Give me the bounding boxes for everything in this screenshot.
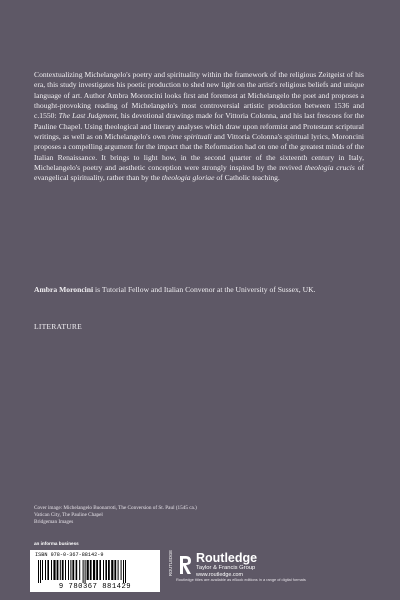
isbn-label: ISBN 978-0-367-88142-9 (35, 552, 104, 558)
barcode-bar (51, 560, 52, 580)
barcode-bar (123, 560, 124, 583)
barcode-bar (111, 560, 113, 580)
barcode-bar (76, 560, 78, 580)
publisher-spine-label: ROUTLEDGE (168, 549, 173, 576)
blurb-text-3: and Vittoria Colonna's spiritual lyrics, Moroncini proposes a compelling argument for the impact that the Reformation had on one of the greatest minds of the Italian Renaissance. It brings to light how, in the second quarter of the sixteenth century in Italy, Michelangelo's poetry and aesthetic conception were strongly inspired by the revived (34, 132, 364, 173)
author-name: Ambra Moroncini (34, 285, 94, 294)
back-cover-blurb (34, 70, 364, 184)
blurb-text-2: , his devotional drawings made for Vittoria Colonna, and his last frescoes for the Pauline Chapel. Using theological and literary analyses which draw upon reformist and Protestant scriptural writings, as well as on Michelangelo's own (34, 111, 365, 142)
barcode-bar (72, 560, 74, 580)
barcode-bar (105, 560, 107, 580)
routledge-logo-icon (178, 555, 192, 575)
isbn-barcode (30, 550, 160, 592)
blurb-title-last-judgment: The Last Judgment (58, 111, 117, 121)
barcode-bar (70, 560, 71, 580)
barcode-bar (85, 560, 86, 583)
barcode-bar (118, 560, 119, 580)
barcode-bar (53, 560, 55, 580)
publisher-block (178, 552, 257, 578)
barcode-bar (38, 560, 39, 583)
barcode-bar (57, 560, 59, 580)
barcode-bar (45, 560, 46, 580)
blurb-term-theologia-gloriae: theologia gloriae (161, 173, 215, 183)
cover-image-credits (34, 505, 364, 527)
blurb-term-theologia-crucis: theologia crucis (304, 163, 355, 173)
barcode-bar (40, 560, 41, 583)
barcode-bar (99, 560, 101, 580)
barcode-bar (68, 560, 69, 580)
isbn-digits: 9 780367 881429 (58, 583, 132, 591)
barcode-bar (125, 560, 126, 583)
barcode-bar (114, 560, 116, 580)
credit-line-3: Bridgeman Images (34, 519, 74, 526)
ebook-footnote: Routledge titles are available as eBook editions in a range of digital formats (176, 577, 306, 582)
barcode-bar (108, 560, 110, 580)
subject-category: LITERATURE (34, 322, 82, 331)
blurb-text-4: of evangelical spirituality, rather than by the (34, 163, 364, 183)
blurb-text-5: of Catholic teaching. (214, 173, 280, 183)
barcode-bar (90, 560, 92, 580)
publisher-url: www.routledge.com (196, 572, 244, 578)
barcode-bar (62, 560, 64, 580)
author-bio-text: is Tutorial Fellow and Italian Convenor at the University of Sussex, UK. (93, 285, 316, 294)
barcode-bar (60, 560, 61, 580)
barcode-bar (121, 560, 122, 580)
barcode-bar (103, 560, 104, 580)
barcode-bar (65, 560, 66, 580)
publisher-name: Routledge (196, 551, 258, 565)
credit-line-1: Cover image: Michelangelo Buonarroti, The Conversion of St. Paul (1545 ca.) (34, 505, 197, 511)
blurb-text-1: Contextualizing Michelangelo's poetry and spirituality within the framework of the religious Zeitgeist of his era, this study investigates his poetic production to shed new light on the artist's religious beliefs and unique language of art. Author Ambra Moroncini looks first and foremost at Michelangelo the poet and proposes a thought-provoking reading of Michelangelo's most controversial artistic production between 1536 and c.1550: (34, 70, 364, 121)
barcode-bars (38, 560, 152, 583)
barcode-bar (96, 560, 98, 580)
credit-line-2: Vatican City, The Pauline Chapel (34, 512, 103, 519)
barcode-bar (83, 560, 84, 583)
author-bio (34, 285, 364, 295)
barcode-bar (79, 560, 80, 580)
barcode-bar (93, 560, 95, 580)
informa-imprint: an informa business (34, 541, 79, 546)
barcode-bar (42, 560, 43, 580)
blurb-title-rime-spirituali: rime spirituali (167, 132, 212, 142)
barcode-bar (47, 560, 49, 580)
barcode-bar (87, 560, 89, 580)
publisher-group: Taylor & Francis Group (196, 565, 256, 571)
